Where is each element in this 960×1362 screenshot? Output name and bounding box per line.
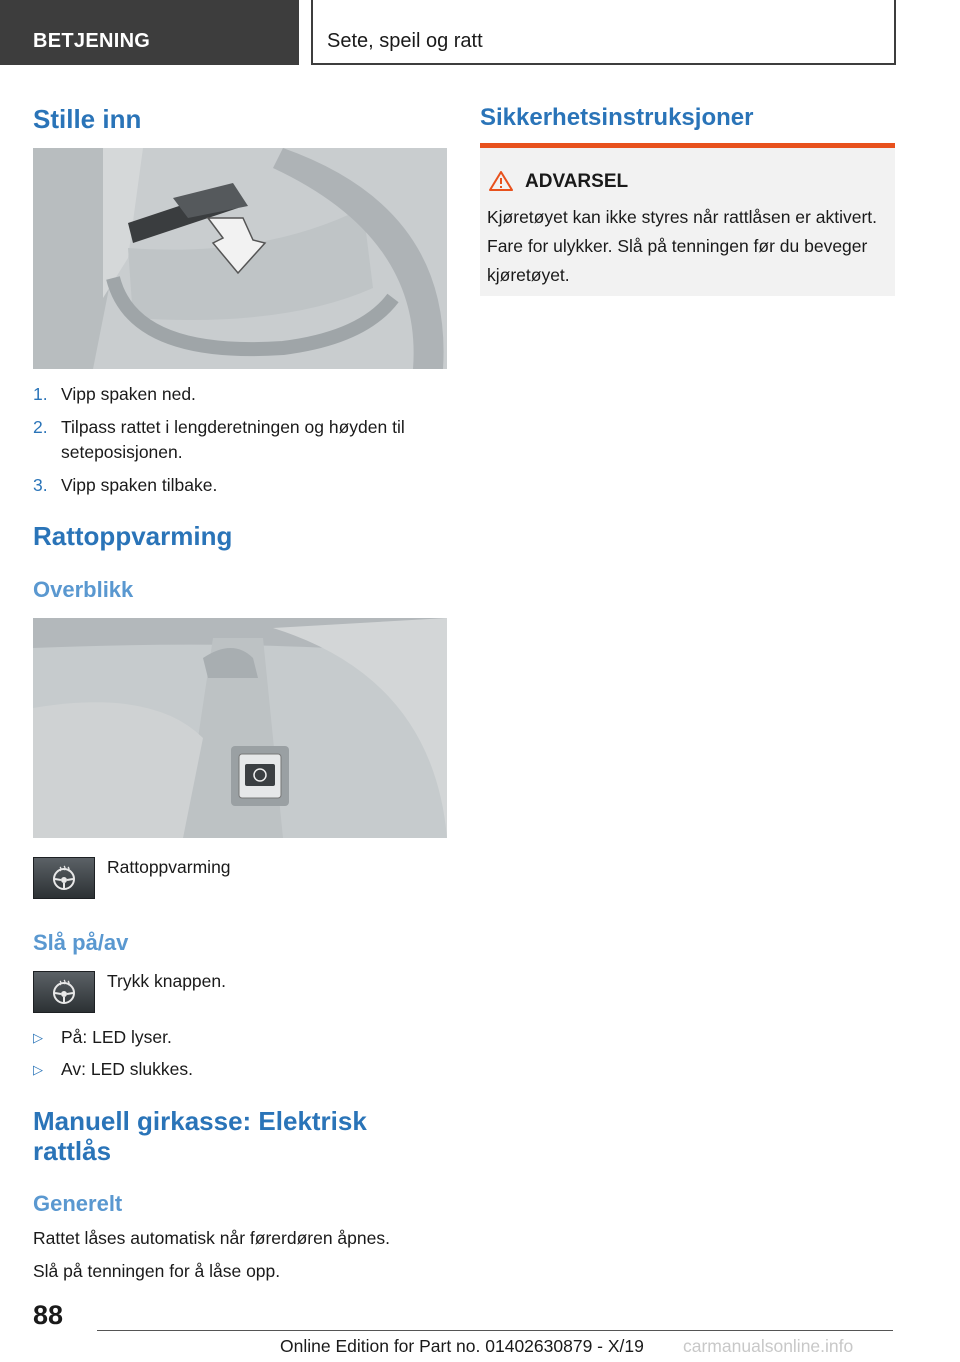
step-number: 3. (33, 475, 48, 495)
subheading-overblikk: Overblikk (33, 577, 134, 602)
figure-steering-lever (33, 148, 447, 369)
bullet-text: På: LED lyser. (61, 1027, 172, 1047)
footer-divider (97, 1330, 893, 1331)
list-item (33, 415, 443, 465)
heading-sikkerhetsinstruksjoner: Sikkerhetsinstruksjoner (480, 104, 754, 131)
heating-button-illustration (33, 618, 447, 838)
subheading-generelt: Generelt (33, 1191, 123, 1216)
steering-wheel-icon (49, 977, 79, 1007)
heading-stille-inn: Stille inn (33, 104, 142, 134)
list-item (33, 382, 443, 407)
step-text: Vipp spaken tilbake. (61, 475, 218, 495)
step-number: 1. (33, 384, 48, 404)
triangle-bullet-icon: ▷ (33, 1062, 43, 1077)
step-text: Tilpass rattet i lengderetningen og høyden til seteposisjonen. (61, 417, 405, 462)
heading-manuell-girkasse-line1: Manuell girkasse: Elektrisk (33, 1106, 367, 1136)
heated-steering-wheel-icon (33, 857, 95, 899)
steering-wheel-icon (49, 863, 79, 893)
footer-watermark: carmanualsonline.info (683, 1336, 854, 1356)
icon-caption: Rattoppvarming (107, 857, 231, 877)
list-item (33, 473, 443, 498)
paragraph-auto-lock: Rattet låses automatisk når førerdøren åpnes. (33, 1228, 390, 1248)
warning-text: Kjøretøyet kan ikke styres når rattlåsen er aktivert. Fare for ulykker. Slå på tenningen før du beveger kjøretøyet. (487, 207, 877, 285)
triangle-bullet-icon: ▷ (33, 1030, 43, 1045)
steering-lever-illustration (33, 148, 447, 369)
heading-rattoppvarming: Rattoppvarming (33, 521, 233, 551)
paragraph-unlock: Slå på tenningen for å låse opp. (33, 1261, 281, 1281)
page-number: 88 (33, 1300, 64, 1330)
press-button-text: Trykk knappen. (107, 971, 226, 991)
figure-heating-button (33, 618, 447, 838)
warning-title: ADVARSEL (525, 171, 629, 192)
bullet-text: Av: LED slukkes. (61, 1059, 193, 1079)
warning-triangle-icon (488, 170, 514, 192)
header-section-tab: BETJENING (0, 0, 299, 65)
step-text: Vipp spaken ned. (61, 384, 196, 404)
heated-steering-wheel-button-icon (33, 971, 95, 1013)
subheading-sla-pa-av: Slå på/av (33, 930, 129, 955)
heading-manuell-girkasse-line2: rattlås (33, 1136, 112, 1166)
footer-edition: Online Edition for Part no. 01402630879 - X/19 (280, 1336, 644, 1356)
step-number: 2. (33, 417, 48, 437)
header-chapter-title: Sete, speil og ratt (311, 0, 896, 65)
